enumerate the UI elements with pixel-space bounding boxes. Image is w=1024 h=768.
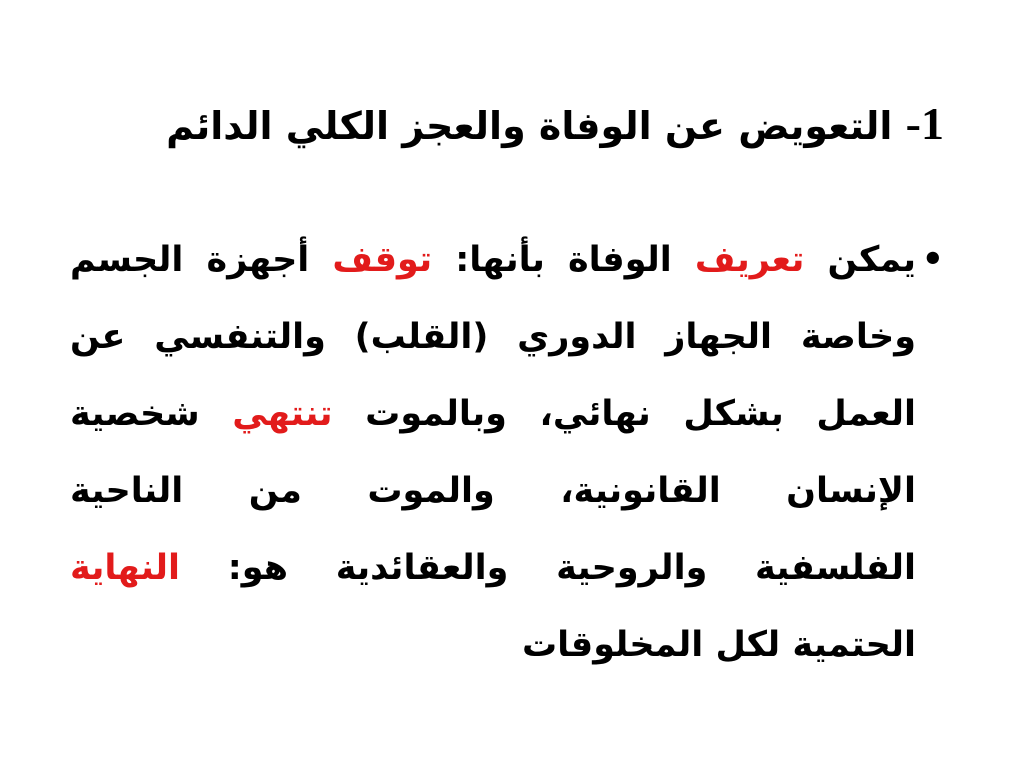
text-segment: وخاصة الجهاز الدوري (القلب) والتنفسي عن [70,317,916,357]
text-segment: شخصية [70,394,233,434]
highlighted-term: تعريف [694,240,805,280]
text-segment: أجهزة الجسم [70,240,333,280]
text-segment: الفلسفية والروحية والعقائدية هو: [180,548,916,588]
bullet-paragraph [70,222,944,684]
paragraph-line [70,453,944,530]
text-segment: الوفاة بأنها: [432,240,695,280]
highlighted-term: توقف [332,240,433,280]
bullet-icon: • [921,240,944,280]
paragraph-line [70,222,944,299]
paragraph-line [70,299,944,376]
paragraph-line [70,530,944,607]
text-segment: الإنسان القانونية، والموت من الناحية [70,471,916,511]
paragraph-line [70,376,944,453]
slide-title [70,84,944,164]
title-text: التعويض عن الوفاة والعجز الكلي الدائم [166,104,893,148]
highlighted-term: النهاية [70,548,181,588]
paragraph-line [70,607,944,684]
text-segment: يمكن [804,240,916,280]
highlighted-term: تنتهي [232,394,333,434]
text-segment: العمل بشكل نهائي، وبالموت [332,394,916,434]
text-segment: الحتمية لكل المخلوقات [521,625,916,665]
title-number: 1- [905,98,944,149]
